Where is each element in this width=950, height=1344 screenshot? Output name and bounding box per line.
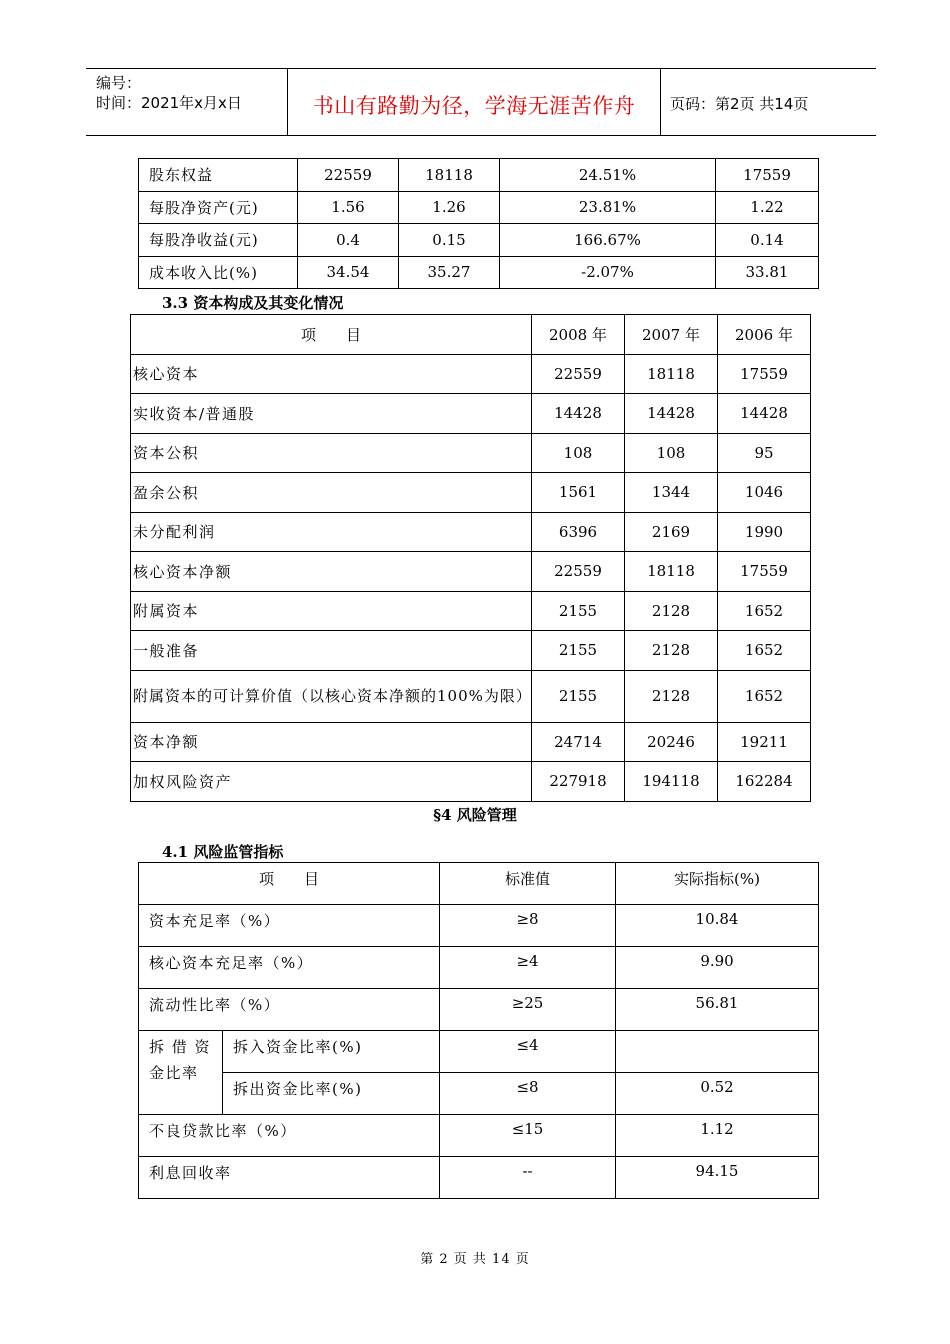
table-cell: 166.67% [500,224,716,257]
row-label: 核心资本净额 [131,552,532,592]
table-cell: 94.15 [616,1157,819,1199]
section-title-risk: §4 风险管理 [433,806,517,824]
table-cell: 34.54 [298,256,399,289]
capital-structure-table [130,314,811,802]
table-row [131,473,811,513]
table-cell: 1.56 [298,191,399,224]
document-number-label: 编号： [96,74,142,92]
table-cell: ≤15 [440,1115,616,1157]
table-cell: 162284 [718,762,811,802]
table-row [139,1031,819,1073]
table-row [139,1073,819,1115]
column-header-item: 项 目 [139,863,440,905]
table-row [131,433,811,473]
table-cell: 14428 [532,394,625,434]
table-cell: 1046 [718,473,811,513]
table-cell: 14428 [625,394,718,434]
row-label: 拆入资金比率(%) [223,1031,440,1073]
table-cell: 1652 [718,591,811,631]
table-header-row [131,315,811,355]
table-cell: 194118 [625,762,718,802]
table-cell: 2128 [625,591,718,631]
table-cell: 18118 [625,354,718,394]
table-cell: 18118 [625,552,718,592]
table-cell: 1.12 [616,1115,819,1157]
table-cell: 23.81% [500,191,716,224]
page-header [86,68,876,136]
row-label: 利息回收率 [139,1157,440,1199]
header-motto: 书山有路勤为径，学海无涯苦作舟 [312,94,636,118]
table-row [139,989,819,1031]
row-label: 加权风险资产 [131,762,532,802]
row-label: 拆出资金比率(%) [223,1073,440,1115]
table-cell: 20246 [625,722,718,762]
header-divider [660,69,661,136]
table-row [131,512,811,552]
table-cell: 108 [625,433,718,473]
table-row [131,762,811,802]
row-label: 一般准备 [131,631,532,671]
table-cell: 35.27 [399,256,500,289]
column-header-standard: 标准值 [440,863,616,905]
table-row [131,670,811,722]
group-label-interbank-ratio: 拆 借 资金比率 [139,1031,223,1115]
table-cell: 10.84 [616,905,819,947]
row-label: 附属资本的可计算价值（以核心资本净额的100%为限） [131,670,532,722]
table-cell: 95 [718,433,811,473]
table-row [139,159,819,192]
row-label: 不良贷款比率（%） [139,1115,440,1157]
table-cell: 9.90 [616,947,819,989]
table-cell: 1561 [532,473,625,513]
row-label: 未分配利润 [131,512,532,552]
table-cell: 1.26 [399,191,500,224]
table-cell: 17559 [718,354,811,394]
table-cell: ≥4 [440,947,616,989]
row-label: 资本充足率（%） [139,905,440,947]
table-cell: 2128 [625,631,718,671]
financial-summary-table [138,158,819,289]
table-cell: 56.81 [616,989,819,1031]
page-footer: 第 2 页 共 14 页 [420,1252,530,1267]
column-header-2008: 2008 年 [532,315,625,355]
column-header-2006: 2006 年 [718,315,811,355]
table-cell: 0.4 [298,224,399,257]
table-row [131,631,811,671]
table-cell: -2.07% [500,256,716,289]
table-cell: 17559 [718,552,811,592]
table-cell: 2155 [532,631,625,671]
table-cell: 108 [532,433,625,473]
table-cell: ≥25 [440,989,616,1031]
row-label: 资本净额 [131,722,532,762]
row-label: 每股净资产(元) [139,191,298,224]
table-cell: 1652 [718,631,811,671]
table-cell: 33.81 [716,256,819,289]
table-header-row [139,863,819,905]
table-cell: 227918 [532,762,625,802]
row-label: 股东权益 [139,159,298,192]
table-cell: 22559 [532,552,625,592]
document-time-label: 时间：2021年x月x日 [96,94,242,112]
table-row [139,1115,819,1157]
table-cell: 24714 [532,722,625,762]
table-cell: 1344 [625,473,718,513]
table-row [131,722,811,762]
table-cell: 2169 [625,512,718,552]
row-label: 核心资本充足率（%） [139,947,440,989]
risk-indicators-table [138,862,819,1199]
row-label: 资本公积 [131,433,532,473]
table-row [139,224,819,257]
table-cell: 2155 [532,670,625,722]
column-header-2007: 2007 年 [625,315,718,355]
row-label: 流动性比率（%） [139,989,440,1031]
table-cell: -- [440,1157,616,1199]
table-cell: 6396 [532,512,625,552]
table-cell: 22559 [532,354,625,394]
row-label: 附属资本 [131,591,532,631]
table-cell: 0.15 [399,224,500,257]
table-cell: 2128 [625,670,718,722]
table-cell: 0.14 [716,224,819,257]
header-page-label: 页码：第2页 共14页 [670,95,809,113]
table-cell: 1990 [718,512,811,552]
section-heading-risk-indicators: 4.1 风险监管指标 [162,843,284,861]
row-label: 每股净收益(元) [139,224,298,257]
table-cell: 2155 [532,591,625,631]
table-cell: ≤8 [440,1073,616,1115]
table-row [131,591,811,631]
table-cell: ≤4 [440,1031,616,1073]
table-row [131,354,811,394]
section-heading-capital: 3.3 资本构成及其变化情况 [162,294,344,312]
table-cell: 0.52 [616,1073,819,1115]
table-cell: 19211 [718,722,811,762]
table-row [139,905,819,947]
table-row [139,947,819,989]
column-header-actual: 实际指标(%) [616,863,819,905]
table-cell: 22559 [298,159,399,192]
table-cell: 17559 [716,159,819,192]
table-cell: 1.22 [716,191,819,224]
row-label: 成本收入比(%) [139,256,298,289]
table-cell: 18118 [399,159,500,192]
row-label: 核心资本 [131,354,532,394]
table-row [139,256,819,289]
row-label: 盈余公积 [131,473,532,513]
table-row [131,552,811,592]
table-row [131,394,811,434]
table-cell: 14428 [718,394,811,434]
table-cell [616,1031,819,1073]
column-header-item: 项 目 [131,315,532,355]
table-cell: 24.51% [500,159,716,192]
table-cell: ≥8 [440,905,616,947]
row-label: 实收资本/普通股 [131,394,532,434]
table-row [139,1157,819,1199]
table-cell: 1652 [718,670,811,722]
table-row [139,191,819,224]
header-meta [96,73,242,113]
